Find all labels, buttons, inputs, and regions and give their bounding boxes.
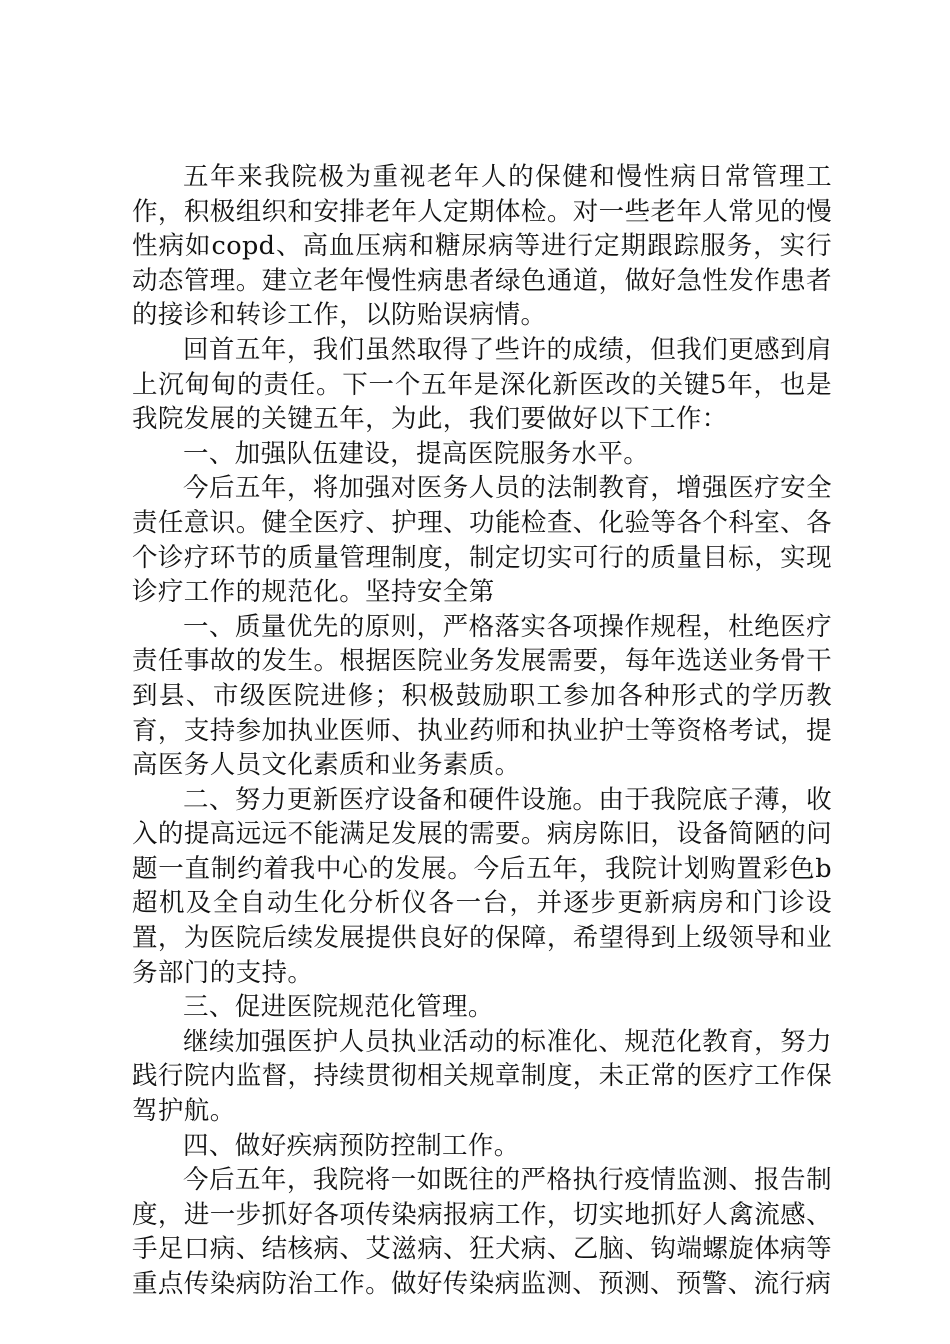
heading-team-building: 一、加强队伍建设，提高医院服务水平。	[183, 438, 650, 469]
paragraph-looking-back: 回首五年，我们虽然取得了些许的成绩，但我们更感到肩上沉甸甸的责任。下一个五年是深化新医改的关键5年，也是我院发展的关键五年，为此，我们要做好以下工作：	[132, 334, 832, 435]
heading-standardized-management: 三、促进医院规范化管理。	[183, 992, 494, 1023]
document-body	[132, 160, 832, 1302]
paragraph-elderly-care: 五年来我院极为重视老年人的保健和慢性病日常管理工作，积极组织和安排老年人定期体检。对一些老年人常见的慢性病如copd、高血压病和糖尿病等进行定期跟踪服务，实行动态管理。建立老年慢性病患者绿色通道，做好急性发作患者的接诊和转诊工作，以防贻误病情。	[132, 162, 832, 331]
paragraph-legal-education: 今后五年，将加强对医务人员的法制教育，增强医疗安全责任意识。健全医疗、护理、功能检查、化验等各个科室、各个诊疗环节的质量管理制度，制定切实可行的质量目标，实现诊疗工作的规范化。坚持安全第	[132, 473, 832, 608]
paragraph-standardized-education: 继续加强医护人员执业活动的标准化、规范化教育，努力践行院内监督，持续贯彻相关规章制度，未正常的医疗工作保驾护航。	[132, 1026, 832, 1127]
paragraph-epidemic-monitoring: 今后五年，我院将一如既往的严格执行疫情监测、报告制度，进一步抓好各项传染病报病工作，切实地抓好人禽流感、手足口病、结核病、艾滋病、狂犬病、乙脑、钩端螺旋体病等重点传染病防治工作。做好传染病监测、预测、预警、流行病	[132, 1165, 832, 1299]
paragraph-equipment-update: 二、努力更新医疗设备和硬件设施。由于我院底子薄，收入的提高远远不能满足发展的需要。病房陈旧，设备简陋的问题一直制约着我中心的发展。今后五年，我院计划购置彩色b超机及全自动生化分析仪各一台，并逐步更新病房和门诊设置，为医院后续发展提供良好的保障，希望得到上级领导和业务部门的支持。	[132, 784, 832, 988]
paragraph-quality-first: 一、质量优先的原则，严格落实各项操作规程，杜绝医疗责任事故的发生。根据医院业务发展需要，每年选送业务骨干到县、市级医院进修；积极鼓励职工参加各种形式的学历教育，支持参加执业医师、执业药师和执业护士等资格考试，提高医务人员文化素质和业务素质。	[132, 611, 832, 781]
heading-disease-prevention: 四、做好疾病预防控制工作。	[183, 1130, 520, 1161]
